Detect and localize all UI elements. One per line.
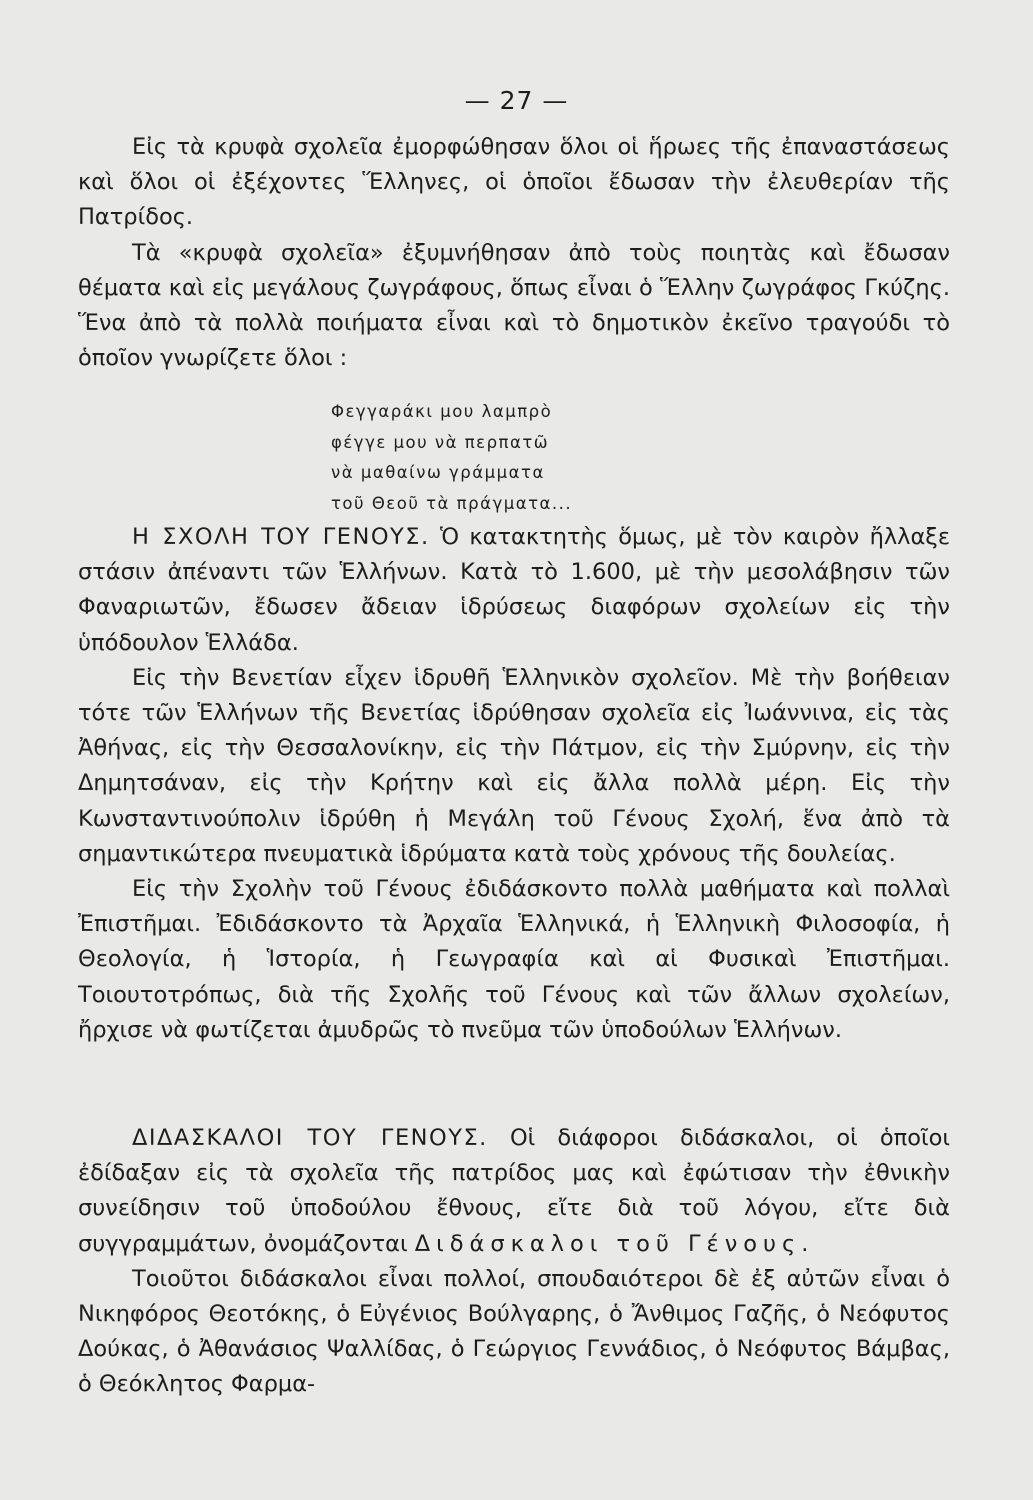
poem-line: Φεγγαράκι μου λαμπρὸ: [331, 402, 553, 421]
poem-line: τοῦ Θεοῦ τὰ πράγματα...: [331, 493, 573, 513]
paragraph: Εἰς τὴν Βενετίαν εἶχεν ἱδρυθῆ Ἑλληνικὸν σχολεῖον. Μὲ τὴν βοήθειαν τότε τῶν Ἑλλήνων τῆς Βενετίας ἱδρύθησαν σχολεῖα εἰς Ἰωάννινα, εἰς τὰς Ἀθήνας, εἰς τὴν Θεσσαλονίκην, εἰς τὴν Πάτμον, εἰς τὴν Σμύρνην, εἰς τὴν Δημητσάναν, εἰς τὴν Κρήτην καὶ εἰς ἄλλα πολλὰ μέρη. Εἰς τὴν Κωνσταντινούπολιν ἱδρύθη ἡ Μεγάλη τοῦ Γένους Σχολή, ἕνα ἀπὸ τὰ σημαντικώτερα πνευματικὰ ἱδρύματα κατὰ τοὺς χρόνους τῆς δουλείας.: [78, 664, 950, 867]
poem: [331, 397, 751, 519]
school-section: [78, 520, 950, 1048]
paragraph: Τοιοῦτοι διδάσκαλοι εἶναι πολλοί, σπουδαιότεροι δὲ ἐξ αὐτῶν εἶναι ὁ Νικηφόρος Θεοτόκης, ὁ Εὐγένιος Βούλγαρης, ὁ Ἄνθιμος Γαζῆς, ὁ Νεόφυτος Δούκας, ὁ Ἀθανάσιος Ψαλλίδας, ὁ Γεώργιος Γεννάδιος, ὁ Νεόφυτος Βάμβας, ὁ Θεόκλητος Φαρμα-: [78, 1265, 950, 1398]
spaced-term: Διδάσκαλοι τοῦ Γένους: [414, 1230, 802, 1257]
poem-line: φέγγε μου νὰ περπατῶ: [331, 432, 550, 452]
paragraph-end: .: [801, 1230, 809, 1257]
paragraph: Εἰς τὴν Σχολὴν τοῦ Γένους ἐδιδάσκοντο πολλὰ μαθήματα καὶ πολλαὶ Ἐπιστῆμαι. Ἐδιδάσκοντο τὰ Ἀρχαῖα Ἑλληνικά, ἡ Ἑλληνικὴ Φιλοσοφία, ἡ Θεολογία, ἡ Ἱστορία, ἡ Γεωγραφία καὶ αἱ Φυσικαὶ Ἐπιστῆμαι. Τοιουτοτρόπως, διὰ τῆς Σχολῆς τοῦ Γένους καὶ τῶν ἄλλων σχολείων, ἤρχισε νὰ φωτίζεται ἀμυδρῶς τὸ πνεῦμα τῶν ὑποδούλων Ἑλλήνων.: [78, 876, 950, 1043]
page-number: — 27 —: [464, 86, 569, 115]
paragraph: Τὰ «κρυφὰ σχολεῖα» ἐξυμνήθησαν ἀπὸ τοὺς ποιητὰς καὶ ἔδωσαν θέματα καὶ εἰς μεγάλους ζωγράφους, ὅπως εἶναι ὁ Ἕλλην ζωγράφος Γκύζης. Ἕνα ἀπὸ τὰ πολλὰ ποιήματα εἶναι καὶ τὸ δημοτικὸν ἐκεῖνο τραγούδι τὸ ὁποῖον γνωρίζετε ὅλοι :: [78, 239, 950, 372]
paragraph-text: Ὁ κατακτητὴς ὅμως, μὲ τὸν καιρὸν ἤλλαξε στάσιν ἀπέναντι τῶν Ἑλλήνων. Κατὰ τὸ 1.600, μὲ τὴν μεσολάβησιν τῶν Φαναριωτῶν, ἔδωσεν ἄδειαν ἱδρύσεως διαφόρων σχολείων εἰς τὴν ὑπόδουλον Ἑλλάδα.: [78, 524, 950, 656]
paragraph-text: Οἱ διάφοροι διδάσκαλοι, οἱ ὁποῖοι ἐδίδαξαν εἰς τὰ σχολεῖα τῆς πατρίδος μας καὶ ἐφώτισαν τὴν ἐθνικὴν συνείδησιν τοῦ ὑποδούλου ἔθνους, εἴτε διὰ τοῦ λόγου, εἴτε διὰ συγγραμμάτων, ὀνομάζονται: [78, 1125, 950, 1257]
paragraph: [78, 520, 950, 661]
poem-line: νὰ μαθαίνω γράμματα: [331, 463, 545, 482]
teachers-section: [78, 1121, 950, 1403]
section-heading: Η ΣΧΟΛΗ ΤΟΥ ΓΕΝΟΥΣ.: [132, 524, 430, 550]
paragraph: Εἰς τὰ κρυφὰ σχολεῖα ἐμορφώθησαν ὅλοι οἱ ἥρωες τῆς ἐπαναστάσεως καὶ ὅλοι οἱ ἐξέχοντες Ἕλληνες, οἱ ὁποῖοι ἔδωσαν τὴν ἐλευθερίαν τῆς Πατρίδος.: [78, 134, 950, 231]
paragraph: [78, 1121, 950, 1262]
section-heading: ΔΙΔΑΣΚΑΛΟΙ ΤΟΥ ΓΕΝΟΥΣ.: [132, 1125, 488, 1151]
intro-section: [78, 130, 950, 376]
